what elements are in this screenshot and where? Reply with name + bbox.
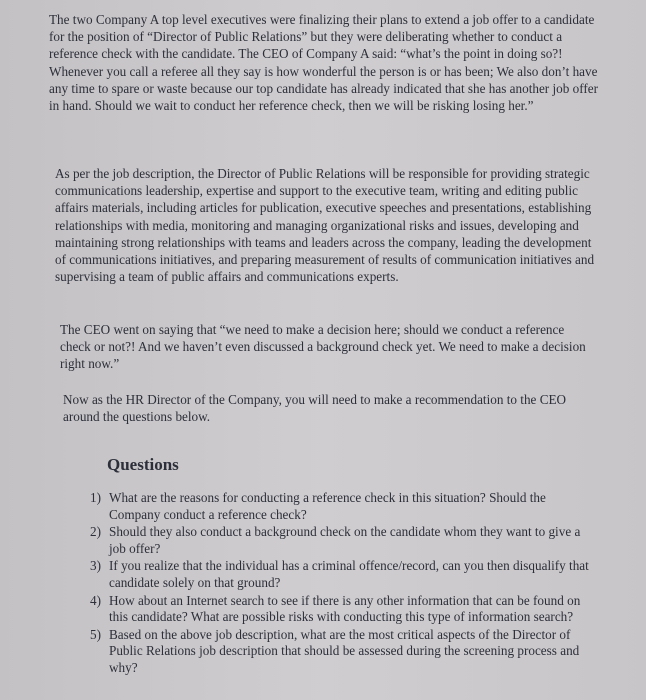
question-item	[90, 627, 600, 677]
questions-heading: Questions	[107, 455, 179, 474]
question-item	[90, 490, 600, 523]
question-number: 2)	[90, 524, 101, 540]
paragraph-ceo-decision: The CEO went on saying that “we need to make a decision here; should we conduct a reference check or not?! And we haven’t even discussed a background check yet. We need to make a decision right now.”	[60, 322, 586, 372]
question-text: How about an Internet search to see if there is any other information that can be found on this candidate? What are possible risks with conducting this type of information search?	[109, 592, 581, 625]
paragraph-intro: The two Company A top level executives were finalizing their plans to extend a job offer to a candidate for the position of “Director of Public Relations” but they were deliberating whether to conduct a reference check with the candidate. The CEO of Company A said: “what’s the point in doing so?! Whenever you call a referee all they say is how wonderful the person is or has been; We also don’t have any time to spare or waste because our top candidate has already indicated that she has another job offer in hand. Should we wait to conduct her reference check, then we will be risking losing her.”	[49, 12, 599, 114]
question-text: Based on the above job description, what are the most critical aspects of the Director of Public Relations job description that should be assessed during the screening process and why?	[109, 626, 580, 675]
question-number: 1)	[90, 490, 101, 505]
questions-list	[90, 490, 600, 678]
question-item	[90, 558, 600, 591]
question-number: 5)	[90, 626, 101, 642]
question-text: If you realize that the individual has a criminal offence/record, can you then disqualify that candidate solely on that ground?	[109, 558, 589, 590]
question-text: Should they also conduct a background check on the candidate whom they want to give a job offer?	[109, 524, 581, 556]
question-number: 3)	[90, 558, 101, 574]
paragraph-hr-recommendation: Now as the HR Director of the Company, you will need to make a recommendation to the CEO around the questions below.	[63, 392, 567, 425]
question-text: What are the reasons for conducting a reference check in this situation? Should the Company conduct a reference check?	[109, 490, 546, 522]
question-item	[90, 593, 600, 626]
paragraph-job-description: As per the job description, the Director of Public Relations will be responsible for providing strategic communications leadership, expertise and support to the executive team, writing and editing public affairs materials, including articles for publication, executive speeches and presentations, establishing relationships with media, monitoring and managing organizational risks and issues, developing and maintaining strong relationships with teams and leaders across the company, leading the development of communications initiatives, and preparing measurement of results of communication initiatives and supervising a team of public affairs and communications experts.	[55, 166, 595, 285]
question-number: 4)	[90, 592, 101, 608]
question-item	[90, 524, 600, 557]
